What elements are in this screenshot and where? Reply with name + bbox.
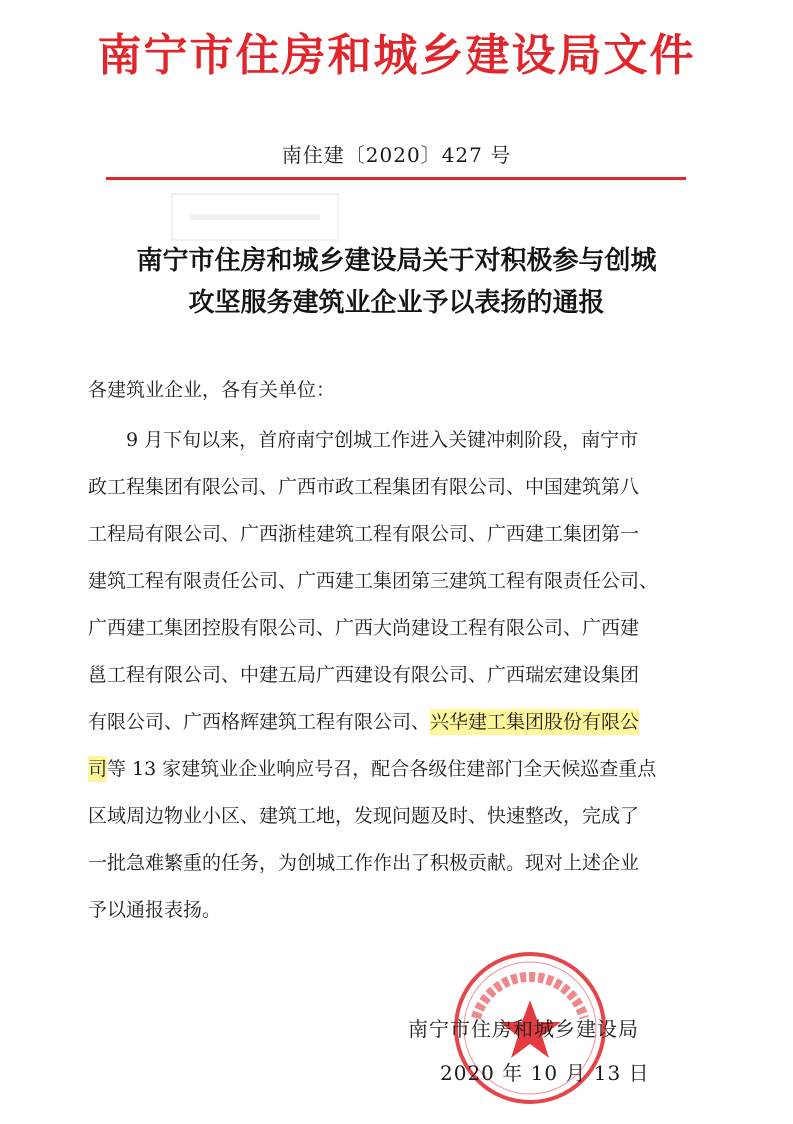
body-line: 政工程集团有限公司、广西市政工程集团有限公司、中国建筑第八	[88, 476, 640, 498]
body-line: 广西建工集团控股有限公司、广西大尚建设工程有限公司、广西建	[88, 617, 640, 639]
highlighted-company-name: 兴华建工集团股份有限公	[430, 711, 640, 733]
document-title	[60, 240, 733, 324]
body-text-segment: 等 13 家建筑业企业响应号召，配合各级住建部门全天候巡查重点	[107, 758, 657, 780]
red-divider-line	[106, 177, 686, 180]
body-paragraph	[88, 420, 708, 937]
salutation: 各建筑业企业，各有关单位：	[88, 379, 336, 401]
body-line: 工程局有限公司、广西浙桂建筑工程有限公司、广西建工集团第一	[88, 523, 640, 545]
body-line: 9 月下旬以来，首府南宁创城工作进入关键冲刺阶段，南宁市	[88, 429, 639, 451]
title-line-1: 南宁市住房和城乡建设局关于对积极参与创城	[136, 246, 657, 276]
faint-stamp-mark	[170, 192, 340, 242]
body-line: 建筑工程有限责任公司、广西建工集团第三建筑工程有限责任公司、	[88, 570, 659, 592]
highlighted-company-name-end: 司	[88, 758, 108, 780]
body-line-with-highlight	[88, 749, 708, 796]
body-line: 邕工程有限公司、中建五局广西建设有限公司、广西瑞宏建设集团	[88, 664, 640, 686]
body-line-with-highlight	[88, 702, 708, 749]
body-text-segment: 有限公司、广西格辉建筑工程有限公司、	[88, 711, 431, 733]
issue-date: 2020 年 10 月 13 日	[440, 1061, 650, 1085]
body-line: 区域周边物业小区、建筑工地，发现问题及时、快速整改，完成了	[88, 805, 640, 827]
body-line: 予以通报表扬。	[88, 899, 222, 921]
title-line-2: 攻坚服务建筑业企业予以表扬的通报	[188, 288, 605, 318]
document-number: 南住建〔2020〕427 号	[281, 143, 512, 167]
issuing-authority: 南宁市住房和城乡建设局	[408, 1017, 639, 1041]
masthead-title: 南宁市住房和城乡建设局文件	[97, 30, 696, 81]
body-line: 一批急难繁重的任务，为创城工作作出了积极贡献。现对上述企业	[88, 852, 640, 874]
